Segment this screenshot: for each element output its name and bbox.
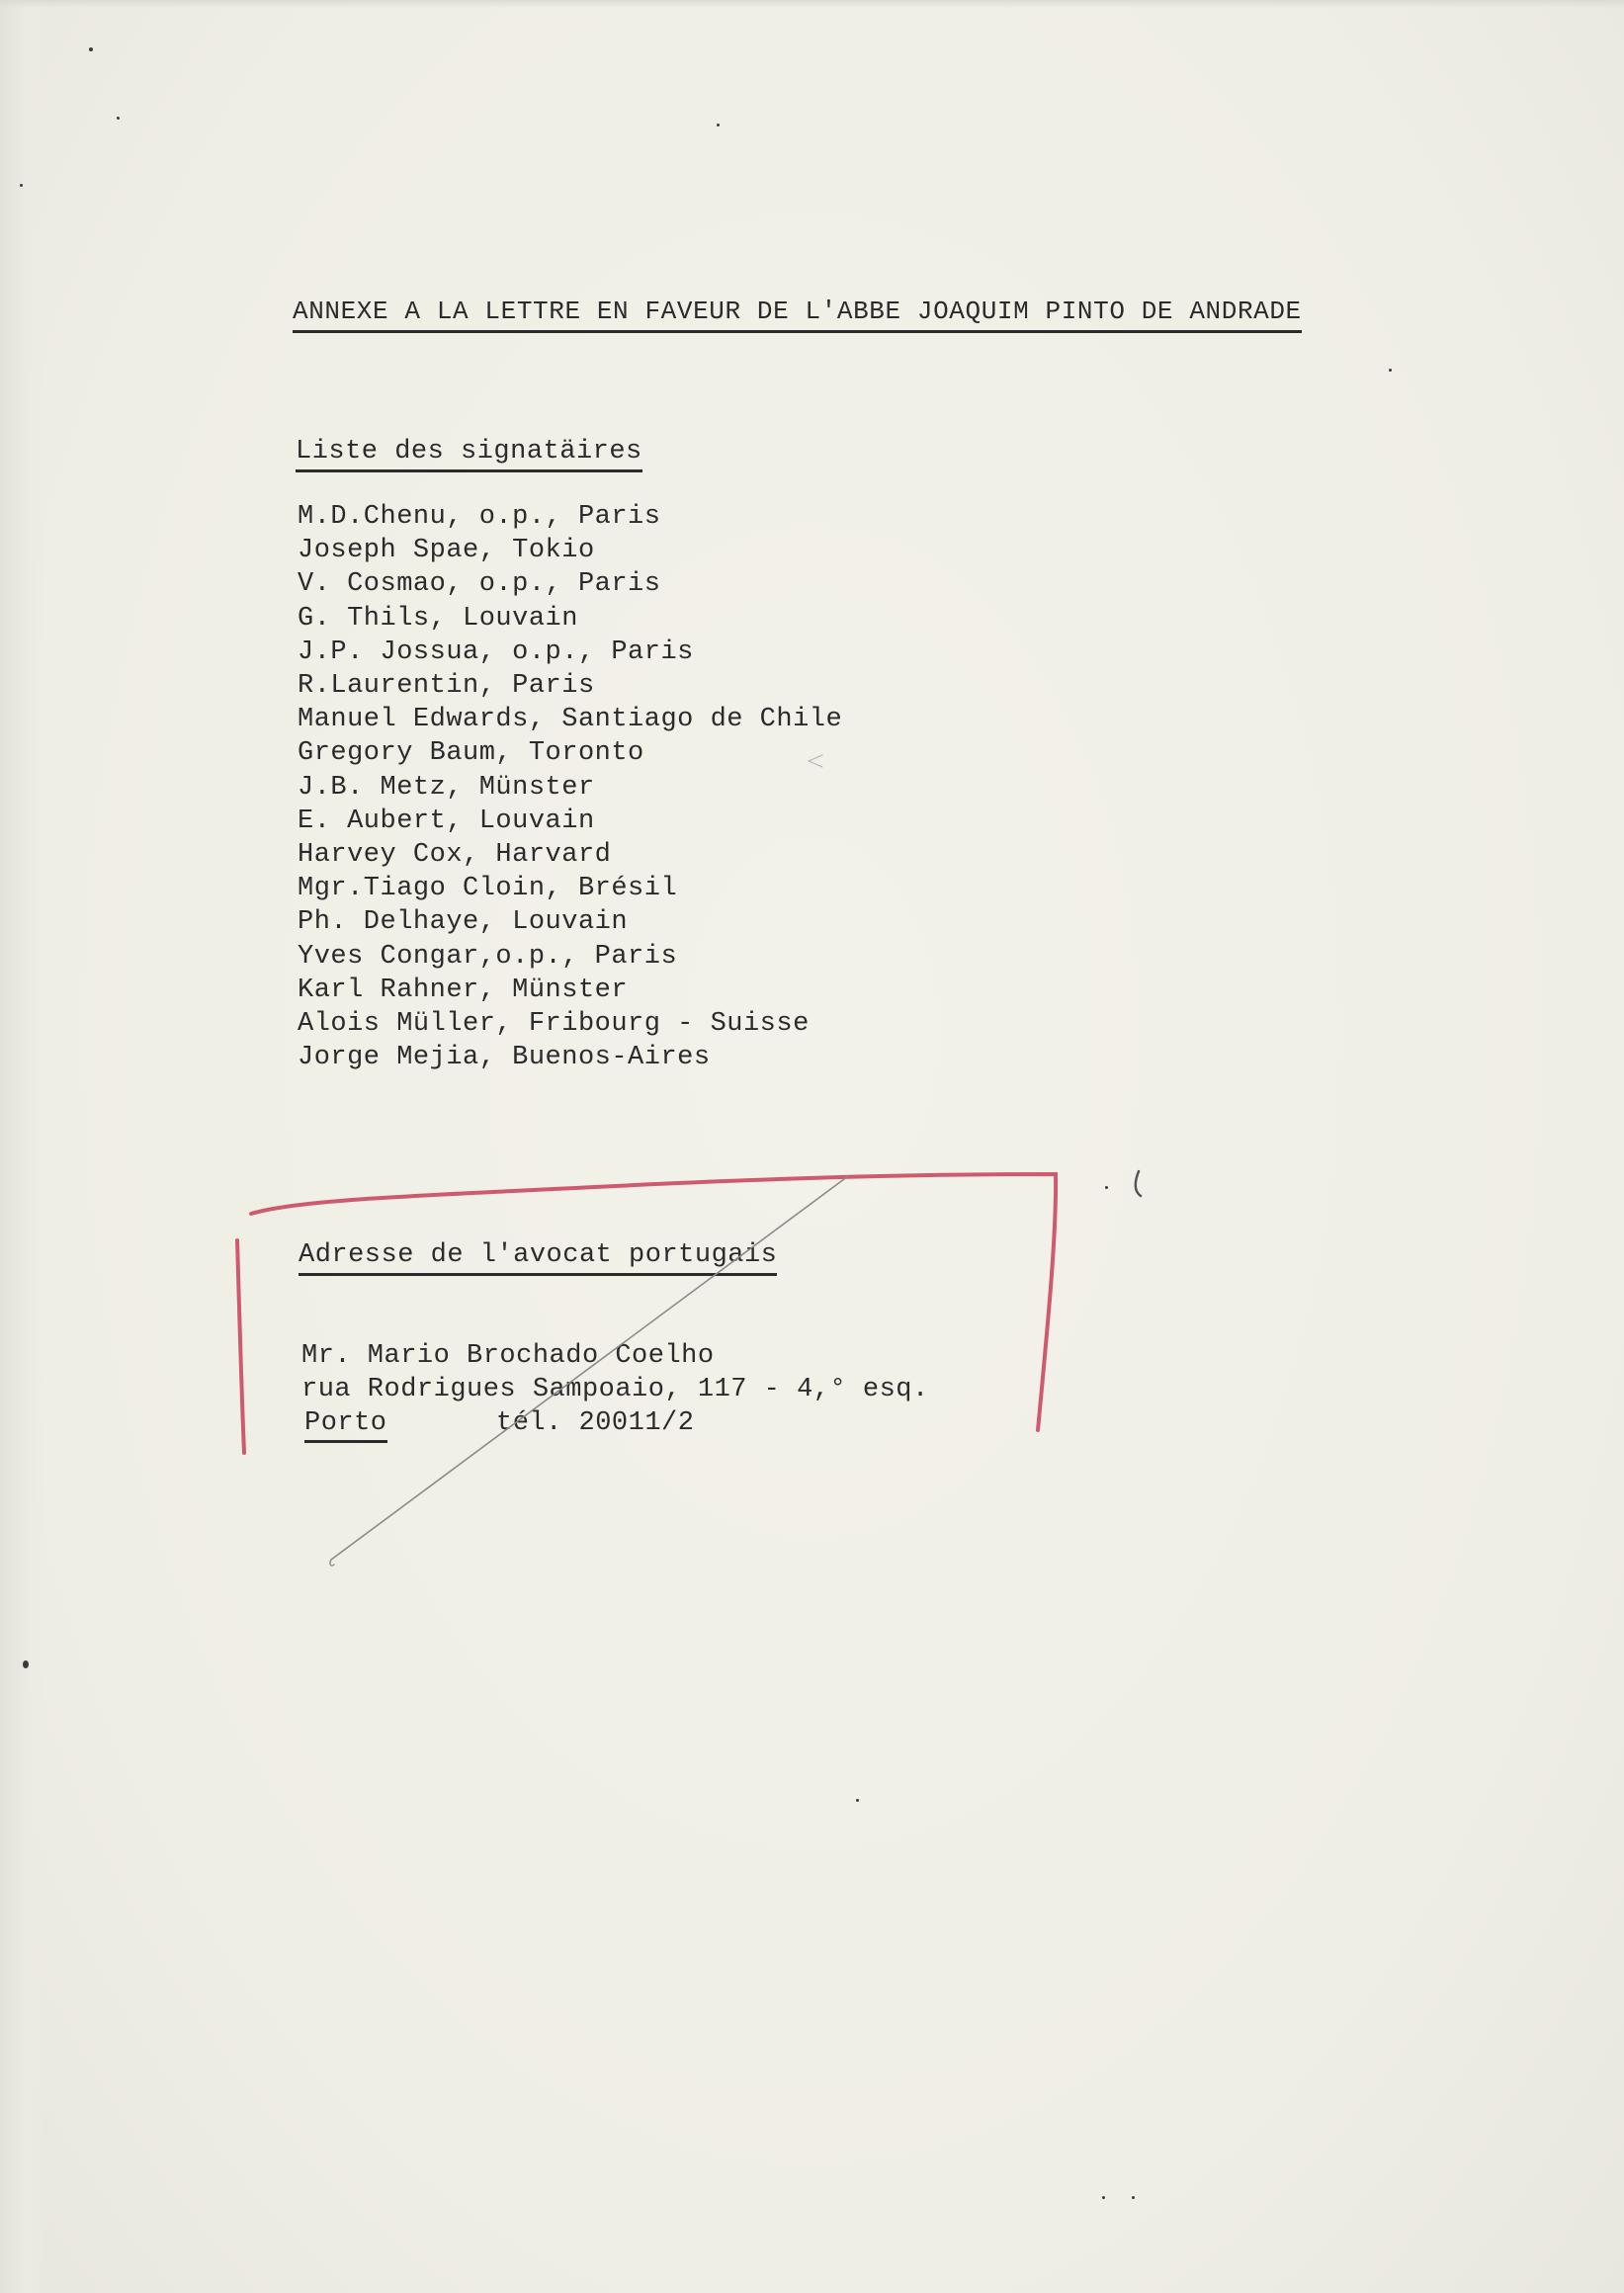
lawyer-phone: tél. 20011/2 — [496, 1408, 695, 1438]
lawyer-address-heading: Adresse de l'avocat portugais — [299, 1238, 777, 1276]
lawyer-street: rua Rodrigues Sampoaio, 117 - 4,° esq. — [301, 1375, 929, 1404]
signatory-item: Yves Congar,o.p., Paris — [298, 941, 678, 972]
scan-left-edge — [0, 0, 45, 2293]
signatory-item: Joseph Spae, Tokio — [298, 536, 595, 566]
graphite-tail-mark — [330, 1560, 334, 1566]
signatory-item: Harvey Cox, Harvard — [298, 840, 612, 871]
scan-speck — [23, 1660, 29, 1668]
signatory-item: E. Aubert, Louvain — [298, 806, 595, 836]
signatories-list — [298, 500, 842, 1074]
lawyer-city: Porto — [304, 1406, 387, 1443]
signatory-item: R.Laurentin, Paris — [298, 671, 595, 702]
signatory-item: Ph. Delhaye, Louvain — [298, 907, 629, 938]
signatory-item: Manuel Edwards, Santiago de Chile — [298, 705, 843, 735]
signatory-item: J.P. Jossua, o.p., Paris — [298, 637, 694, 667]
signatory-item: Gregory Baum, Toronto — [298, 738, 644, 769]
pencil-check-mark — [1136, 1171, 1141, 1196]
signatory-item: V. Cosmao, o.p., Paris — [298, 569, 661, 600]
scan-speck — [1389, 369, 1392, 372]
signatory-item: M.D.Chenu, o.p., Paris — [298, 502, 661, 532]
signatories-heading: Liste des signatäires — [296, 435, 642, 472]
signatory-item: Mgr.Tiago Cloin, Brésil — [298, 874, 678, 904]
scan-speck — [1105, 1186, 1108, 1189]
signatory-item: J.B. Metz, Münster — [298, 772, 595, 803]
signatory-item: Jorge Mejia, Buenos-Aires — [298, 1043, 711, 1073]
scan-speck — [856, 1799, 859, 1802]
scan-speck — [1132, 2196, 1135, 2199]
scan-speck — [117, 117, 120, 120]
lawyer-name: Mr. Mario Brochado Coelho — [301, 1341, 715, 1371]
scan-top-edge — [0, 0, 1624, 8]
signatory-item: Alois Müller, Fribourg - Suisse — [298, 1009, 810, 1040]
signatory-item: G. Thils, Louvain — [298, 603, 578, 634]
scan-speck — [717, 124, 720, 127]
signatory-item: Karl Rahner, Münster — [298, 975, 629, 1005]
scan-speck — [89, 47, 93, 51]
scan-speck — [1102, 2196, 1105, 2199]
red-pencil-left-stroke — [237, 1240, 244, 1453]
document-title: ANNEXE A LA LETTRE EN FAVEUR DE L'ABBE JOAQUIM PINTO DE ANDRADE — [293, 295, 1302, 333]
scan-speck — [20, 184, 23, 187]
